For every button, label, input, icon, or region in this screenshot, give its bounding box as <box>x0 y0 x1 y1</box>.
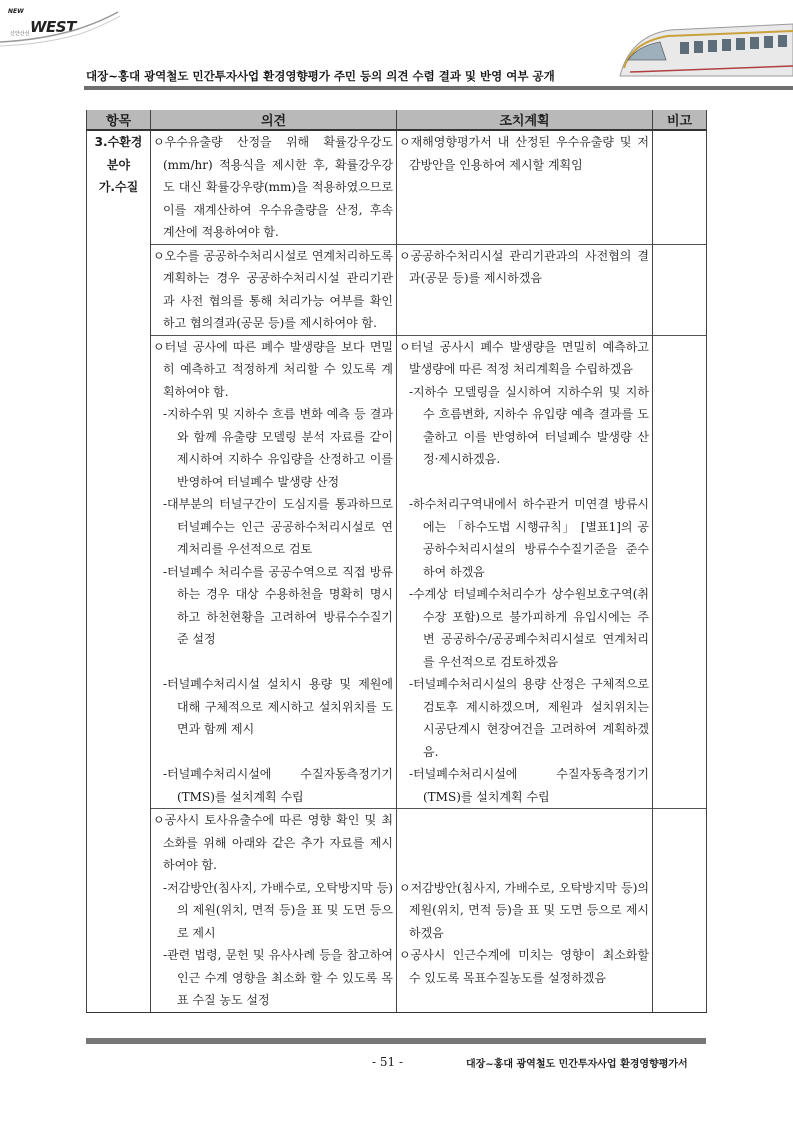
opinion-subitem: -터널폐수 처리수를 공공수역으로 직접 방류하는 경우 대상 수용하천을 명확히 명시하고 하천현황을 고려하여 방류수수질기준 설정 <box>163 564 393 646</box>
opinion-cell <box>151 244 397 335</box>
table-row <box>87 244 707 335</box>
opinion-cell <box>151 809 397 1013</box>
note-cell <box>653 244 707 335</box>
action-cell <box>397 335 653 809</box>
table-row <box>87 809 707 1013</box>
opinion-text: ㅇ우수유출량 산정을 위해 확률강우강도(mm/hr) 적용식을 제시한 후, 확률강우강도 대신 확률강우량(mm)을 적용하였으므로 이를 재계산하여 우수유출량을 산정, 후속 계산에 적용하여야 함. <box>153 135 393 239</box>
note-cell <box>653 809 707 1013</box>
opinion-text: ㅇ공사시 토사유출수에 따른 영향 확인 및 최소화를 위해 아래와 같은 추가 자료를 제시하여야 함. <box>153 813 393 872</box>
action-subitem: -터널폐수처리시설의 용량 산정은 구체적으로 검토후 제시하겠으며, 제원과 설치위치는 시공단계시 현장여건을 고려하여 계획하겠음. <box>409 677 649 759</box>
action-subitem: -터널폐수처리시설에 수질자동측정기기(TMS)를 설치계획 수립 <box>409 767 649 804</box>
action-text: ㅇ공사시 인근수계에 미치는 영향이 최소화할 수 있도록 목표수질농도를 설정하겠음 <box>399 948 649 985</box>
opinion-subitem: -터널폐수처리시설 설치시 용량 및 제원에 대해 구체적으로 제시하고 설치위치를 도면과 함께 제시 <box>163 677 393 736</box>
footer-rule <box>86 1038 706 1044</box>
header-item: 항목 <box>87 110 151 130</box>
opinion-text: ㅇ터널 공사에 따른 폐수 발생량을 보다 면밀히 예측하고 적정하게 처리할 수 있도록 계획하여야 함. <box>153 339 393 399</box>
page-header <box>0 0 793 92</box>
category-line: 분야 <box>106 157 131 172</box>
note-cell <box>653 130 707 244</box>
action-text: ㅇ공공하수처리시설 관리기관과의 사전협의 결과(공문 등)를 제시하겠음 <box>399 248 649 285</box>
action-cell <box>397 809 653 1013</box>
category-line: 가.수질 <box>98 180 139 194</box>
opinion-subitem: -관련 법령, 문헌 및 유사사례 등을 참고하여 인근 수계 영향을 최소화 할 수 있도록 목표 수질 농도 설정 <box>163 948 393 1007</box>
opinion-table <box>86 110 707 1013</box>
table-row <box>87 335 707 809</box>
opinion-cell <box>151 130 397 244</box>
opinion-subitem: -저감방안(침사지, 가배수로, 오탁방지막 등)의 제원(위치, 면적 등)을 표 및 도면 등으로 제시 <box>163 880 393 940</box>
header-rule <box>84 86 793 90</box>
table-row <box>87 130 707 244</box>
category-line: 3.수환경 <box>94 135 143 149</box>
new-west-logo: NEW WEST 신안산선 <box>8 8 76 37</box>
table-header-row <box>87 110 707 130</box>
action-text: ㅇ재해영향평가서 내 산정된 우수유출량 및 저감방안을 인용하여 제시할 계획임 <box>399 135 649 172</box>
opinion-subitem: -대부분의 터널구간이 도심지를 통과하므로 터널폐수는 인근 공공하수처리시설로 연계처리를 우선적으로 검토 <box>163 497 393 556</box>
action-cell <box>397 130 653 244</box>
opinion-cell <box>151 335 397 809</box>
footer-title: 대장~홍대 광역철도 민간투자사업 환경영향평가서 <box>466 1059 688 1070</box>
logo-swoosh <box>0 10 120 50</box>
opinion-subitem: -터널폐수처리시설에 수질자동측정기기(TMS)를 설치계획 수립 <box>163 767 393 804</box>
action-subitem: -수계상 터널폐수처리수가 상수원보호구역(취수장 포함)으로 불가피하게 유입시에는 주변 공공하수/공공폐수처리시설로 연계처리를 우선적으로 검토하겠음 <box>409 587 649 669</box>
train-illustration <box>610 16 793 78</box>
note-cell <box>653 335 707 809</box>
opinion-subitem: -지하수위 및 지하수 흐름 변화 예측 등 결과와 함께 유출량 모델링 분석 자료를 같이 제시하여 지하수 유입량을 산정하고 이를 반영하여 터널폐수 발생량 산정 <box>163 407 393 489</box>
action-text: ㅇ터널 공사시 폐수 발생량을 면밀히 예측하고 발생량에 따른 적정 처리계획을 수립하겠음 <box>399 339 649 376</box>
opinion-text: ㅇ오수를 공공하수처리시설로 연계처리하도록 계획하는 경우 공공하수처리시설 관리기관과 사전 협의를 통해 처리가능 여부를 확인하고 협의결과(공문 등)를 제시하여야 함. <box>153 248 393 330</box>
action-text: ㅇ저감방안(침사지, 가배수로, 오탁방지막 등)의 제원(위치, 면적 등)을 표 및 도면 등으로 제시하겠음 <box>399 880 649 940</box>
header-note: 비고 <box>653 110 707 130</box>
header-action: 조치계획 <box>397 110 653 130</box>
page-number: - 51 - <box>372 1055 404 1069</box>
action-subitem: -지하수 모델링을 실시하여 지하수위 및 지하수 흐름변화, 지하수 유입량 예측 결과를 도출하고 이를 반영하여 터널폐수 발생량 산정·제시하겠음. <box>409 384 649 466</box>
action-cell <box>397 244 653 335</box>
category-cell <box>87 130 151 1012</box>
action-subitem: -하수처리구역내에서 하수관거 미연결 방류시에는 「하수도법 시행규칙」 [별표1]의 공공하수처리시설의 방류수수질기준을 준수하여 하겠음 <box>409 497 649 579</box>
header-opinion: 의견 <box>151 110 397 130</box>
header-title: 대장~홍대 광역철도 민간투자사업 환경영향평가 주민 등의 의견 수렴 결과 및 반영 여부 공개 <box>86 69 555 83</box>
